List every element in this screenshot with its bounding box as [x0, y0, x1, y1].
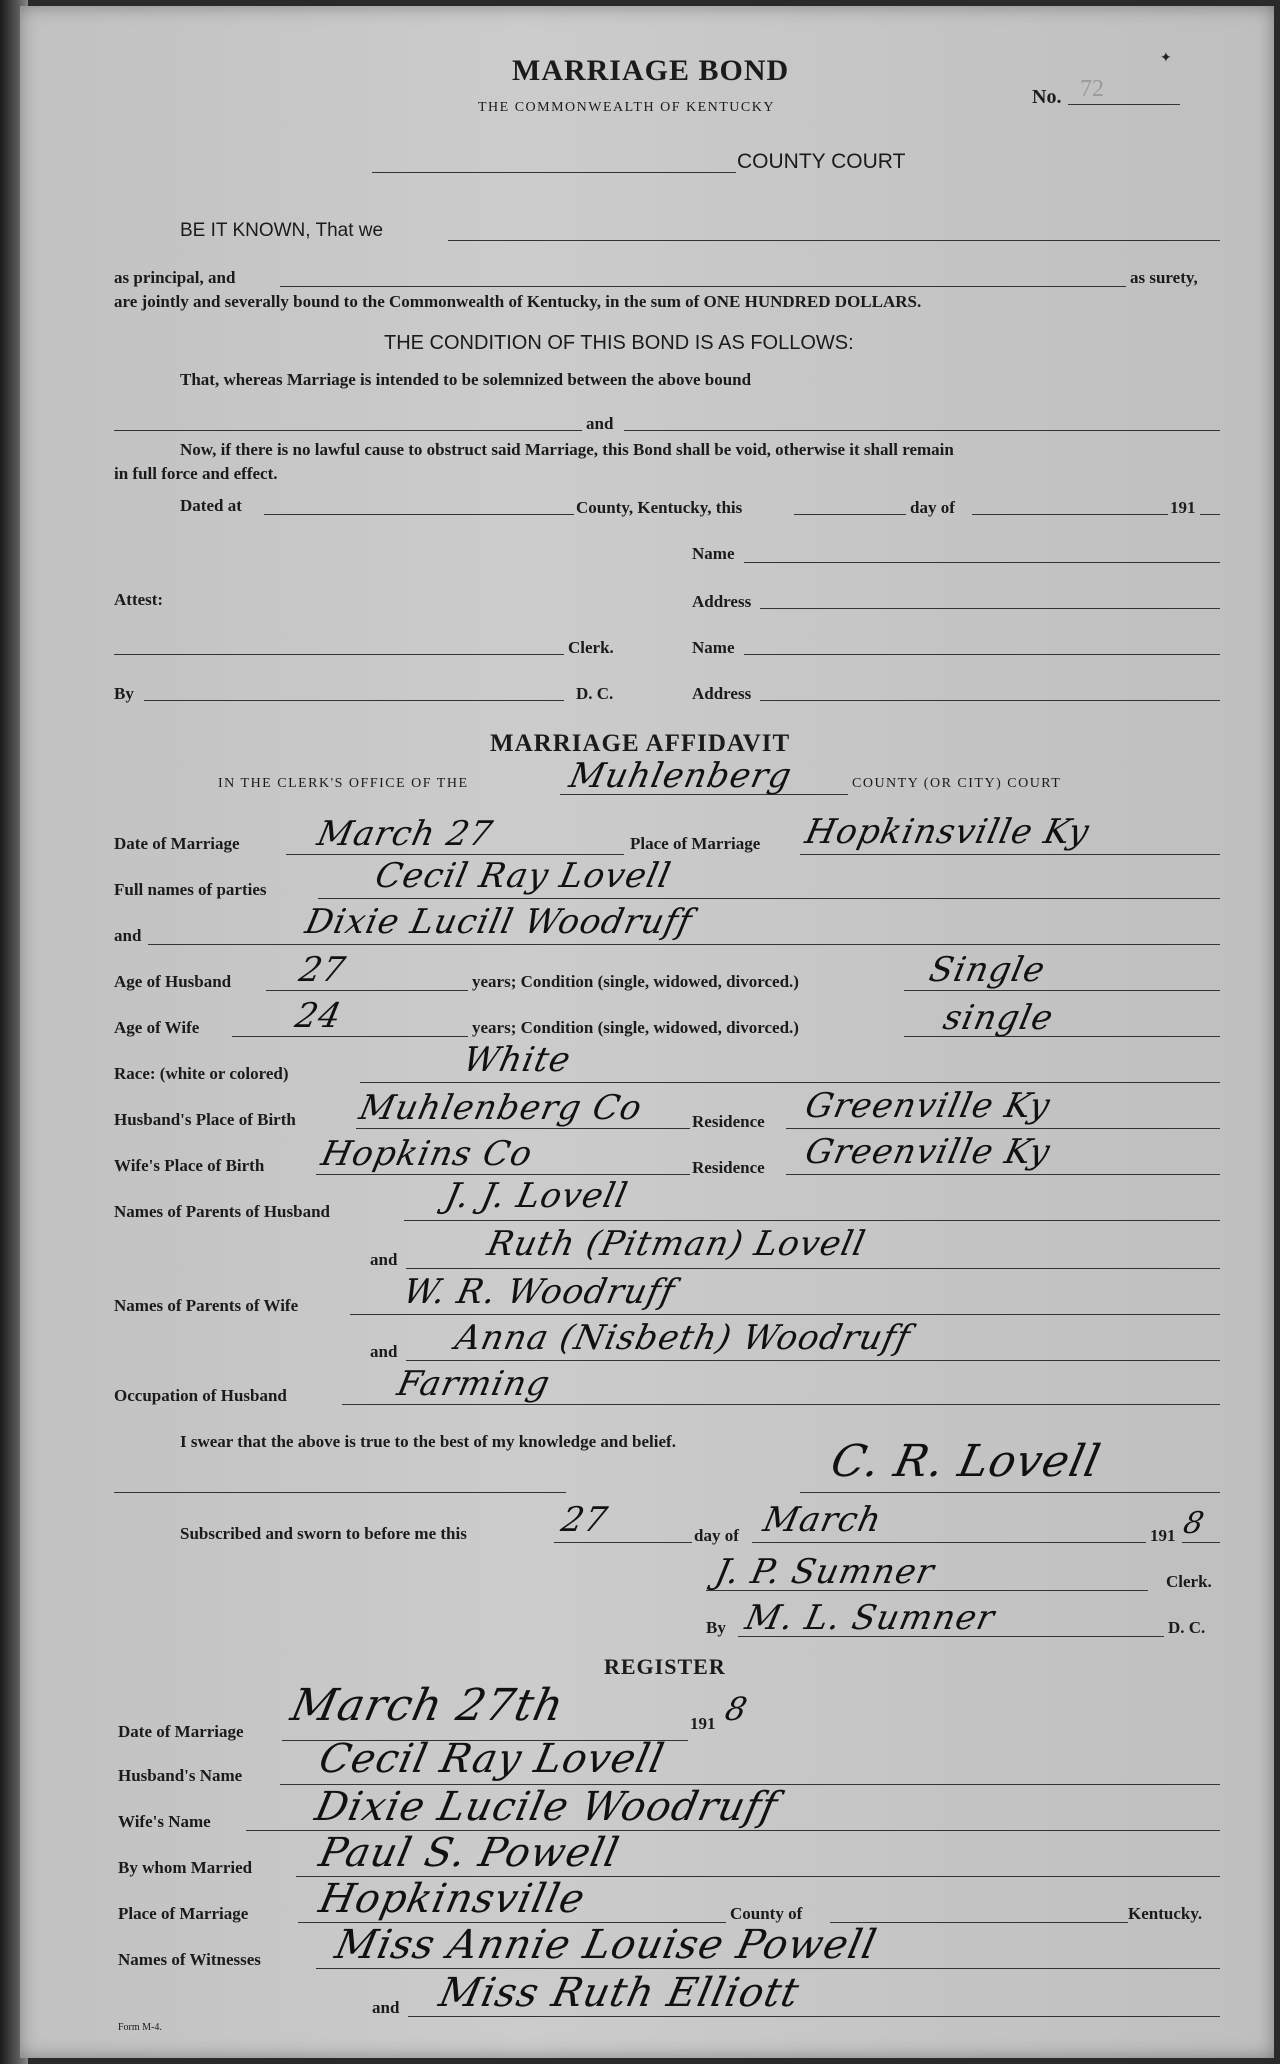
aff-wife-birth-label: Wife's Place of Birth [114, 1156, 265, 1175]
reg-witness1: Miss Annie Louise Powell [331, 1922, 881, 1968]
aff-sub-month: March [759, 1500, 886, 1540]
reg-kentucky: Kentucky. [1128, 1904, 1203, 1923]
address-line-2 [760, 700, 1220, 701]
aff-sub-day: 27 [557, 1500, 612, 1540]
affidavit-county-court: COUNTY (OR CITY) COURT [852, 776, 1062, 791]
by-line [144, 700, 564, 701]
aff-parents-wife-label: Names of Parents of Wife [114, 1296, 299, 1315]
aff-place-line [800, 854, 1220, 855]
dc-label: D. C. [576, 684, 614, 703]
aff-clerk-label: Clerk. [1166, 1572, 1212, 1591]
aff-by-label: By [706, 1618, 726, 1637]
aff-husband-birth: Muhlenberg Co [355, 1088, 646, 1128]
affidavit-title: MARRIAGE AFFIDAVIT [490, 730, 791, 757]
aff-years-condition-2: years; Condition (single, widowed, divorced.) [472, 1018, 799, 1037]
address-label-2: Address [692, 684, 752, 703]
register-title: REGISTER [604, 1654, 726, 1679]
aff-age-husband-label: Age of Husband [114, 972, 232, 991]
dated-at-label: Dated at [180, 496, 242, 515]
aff-date-label: Date of Marriage [114, 834, 240, 853]
address-line-1 [760, 608, 1220, 609]
aff-cond-husband: Single [925, 950, 1050, 990]
principal-line [280, 286, 1126, 287]
aff-subscribed-text: Subscribed and sworn to before me this [180, 1524, 467, 1543]
attest-label: Attest: [114, 590, 164, 609]
county-ky-label: County, Kentucky, this [576, 498, 743, 517]
aff-age-wife-line [232, 1036, 468, 1037]
parties-line [448, 240, 1220, 241]
attest-clerk-line [114, 654, 564, 655]
aff-swear-text: I swear that the above is true to the best of my knowledge and belief. [180, 1432, 676, 1451]
by-label: By [114, 684, 134, 703]
day-line [794, 514, 906, 515]
reg-and-label: and [372, 1998, 400, 2017]
now-if-text: Now, if there is no lawful cause to obstruct said Marriage, this Bond shall be void, otherwise it shall remain [180, 440, 954, 459]
aff-father-wife-line [350, 1314, 1220, 1315]
star-mark: ✦ [1160, 50, 1172, 66]
aff-party1-line [318, 898, 1220, 899]
dated-at-line [264, 514, 574, 515]
aff-signature: C. R. Lovell [826, 1436, 1106, 1487]
bond-subtitle: THE COMMONWEALTH OF KENTUCKY [478, 100, 775, 115]
aff-father-husband: J. J. Lovell [441, 1176, 632, 1216]
principal-label: as principal, and [114, 268, 236, 287]
bond-number-value: 72 [1080, 76, 1104, 102]
aff-parents-husband-label: Names of Parents of Husband [114, 1202, 330, 1221]
aff-father-wife: W. R. Woodruff [399, 1272, 679, 1312]
aff-wife-residence-line [786, 1174, 1220, 1175]
bond-number-line [1068, 104, 1180, 105]
aff-wife-birth-line [316, 1174, 690, 1175]
aff-husband-birth-line [356, 1128, 690, 1129]
aff-age-wife-label: Age of Wife [114, 1018, 200, 1037]
aff-party1: Cecil Ray Lovell [371, 856, 675, 896]
name-label-2: Name [692, 638, 735, 657]
aff-mother-husband-line [406, 1268, 1220, 1269]
reg-place-label: Place of Marriage [118, 1904, 249, 1923]
aff-place-value: Hopkinsville Ky [801, 812, 1094, 852]
month-line [972, 514, 1168, 515]
form-number: Form M-4. [118, 2022, 162, 2033]
aff-cond-husband-line [904, 990, 1220, 991]
aff-husband-birth-label: Husband's Place of Birth [114, 1110, 296, 1129]
aff-occupation-line [342, 1404, 1220, 1405]
aff-mother-husband: Ruth (Pitman) Lovell [483, 1224, 870, 1264]
aff-husband-residence-line [786, 1128, 1220, 1129]
reg-wife-label: Wife's Name [118, 1812, 211, 1831]
aff-occupation: Farming [393, 1364, 554, 1404]
aff-wife-residence: Greenville Ky [801, 1132, 1055, 1172]
aff-occupation-label: Occupation of Husband [114, 1386, 287, 1405]
aff-signature-line [800, 1492, 1220, 1493]
name-line-1 [744, 562, 1220, 563]
party-a-line [114, 430, 582, 431]
and-label: and [586, 414, 614, 433]
aff-and-label: and [114, 926, 142, 945]
aff-father-husband-line [404, 1220, 1220, 1221]
reg-by-whom: Paul S. Powell [315, 1830, 624, 1876]
aff-race-value: White [459, 1040, 575, 1080]
aff-sub-day-of: day of [694, 1526, 739, 1545]
reg-witness2: Miss Ruth Elliott [435, 1970, 804, 2016]
bond-number-label: No. [1032, 86, 1062, 108]
aff-sub-year-line [1182, 1542, 1220, 1543]
affidavit-county-name: Muhlenberg [565, 756, 796, 796]
reg-date-label: Date of Marriage [118, 1722, 244, 1741]
aff-dc-label: D. C. [1168, 1618, 1206, 1637]
party-b-line [624, 430, 1220, 431]
aff-date-value: March 27 [313, 814, 497, 854]
reg-by-whom-label: By whom Married [118, 1858, 253, 1877]
reg-date-value: March 27th [286, 1680, 569, 1731]
reg-husband: Cecil Ray Lovell [315, 1736, 669, 1782]
aff-race-label: Race: (white or colored) [114, 1064, 289, 1083]
be-it-known: BE IT KNOWN, That we [180, 220, 384, 241]
reg-year-suffix: 8 [721, 1690, 752, 1728]
county-line [372, 172, 736, 173]
name-line-2 [744, 654, 1220, 655]
reg-place: Hopkinsville [315, 1876, 590, 1922]
reg-witnesses-label: Names of Witnesses [118, 1950, 261, 1969]
address-label-1: Address [692, 592, 752, 611]
reg-husband-label: Husband's Name [118, 1766, 243, 1785]
aff-sub-year-prefix: 191 [1150, 1526, 1176, 1545]
aff-dc-sig: M. L. Sumner [741, 1598, 999, 1638]
aff-age-husband-line [266, 990, 468, 991]
aff-residence-label-1: Residence [692, 1112, 765, 1131]
aff-date-line [286, 854, 624, 855]
reg-witness1-line [316, 1968, 1220, 1969]
aff-wife-birth: Hopkins Co [317, 1134, 537, 1174]
year-line [1200, 514, 1220, 515]
day-of-label: day of [910, 498, 955, 517]
clerks-office-label: IN THE CLERK'S OFFICE OF THE [218, 776, 469, 791]
jointly-text: are jointly and severally bound to the Commonwealth of Kentucky, in the sum of ONE HUNDRED DOLLARS. [114, 292, 922, 311]
aff-parties-label: Full names of parties [114, 880, 267, 899]
bond-county-court: COUNTY COURT [737, 150, 906, 173]
aff-husband-residence: Greenville Ky [801, 1086, 1055, 1126]
aff-mother-wife-line [406, 1360, 1220, 1361]
aff-mother-wife: Anna (Nisbeth) Woodruff [451, 1318, 915, 1358]
aff-and-husband-label: and [370, 1250, 398, 1269]
whereas-text: That, whereas Marriage is intended to be solemnized between the above bound [180, 370, 752, 389]
year-191: 191 [1170, 498, 1196, 517]
aff-and-wife-label: and [370, 1342, 398, 1361]
aff-place-label: Place of Marriage [630, 834, 761, 853]
condition-heading: THE CONDITION OF THIS BOND IS AS FOLLOWS: [384, 332, 854, 354]
reg-wife: Dixie Lucile Woodruff [311, 1784, 782, 1830]
reg-year-prefix: 191 [690, 1714, 716, 1733]
aff-party2-line [148, 944, 1220, 945]
clerk-label: Clerk. [568, 638, 614, 657]
aff-years-condition-1: years; Condition (single, widowed, divorced.) [472, 972, 799, 991]
aff-sub-day-line [554, 1542, 692, 1543]
reg-county-of: County of [730, 1904, 803, 1923]
aff-party2: Dixie Lucill Woodruff [301, 902, 696, 942]
aff-witness-line [114, 1492, 566, 1493]
aff-residence-label-2: Residence [692, 1158, 765, 1177]
surety-label: as surety, [1130, 268, 1198, 287]
aff-clerk-sig: J. P. Sumner [711, 1552, 939, 1592]
name-label-1: Name [692, 544, 735, 563]
aff-sub-year-suffix: 8 [1180, 1506, 1208, 1541]
aff-race-line [360, 1082, 1220, 1083]
reg-witness2-line [408, 2016, 1220, 2017]
aff-sub-month-line [752, 1542, 1146, 1543]
bond-title: MARRIAGE BOND [512, 54, 790, 87]
aff-age-husband: 27 [295, 950, 350, 990]
aff-cond-wife: single [939, 998, 1058, 1038]
aff-age-wife: 24 [291, 996, 346, 1036]
full-force-text: in full force and effect. [114, 464, 278, 483]
